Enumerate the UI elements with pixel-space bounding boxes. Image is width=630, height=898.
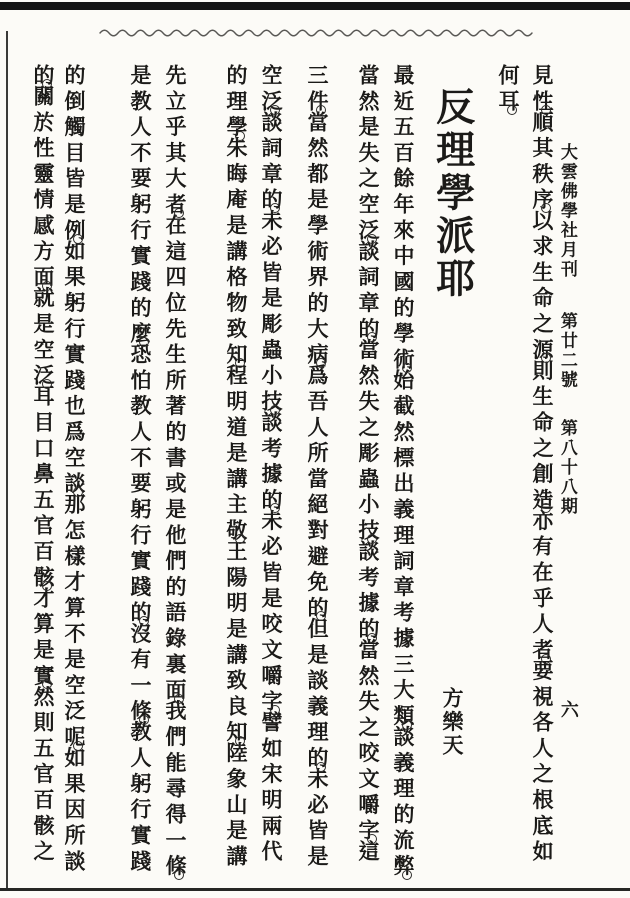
body-column-8: 的倒觸目皆是例 如果躬行實踐也爲空談 那怎樣才算不是空泛呢 如果因所談 (62, 64, 88, 876)
masthead-volume-number: 第八十八期 (556, 419, 577, 517)
scan-left-border (6, 31, 8, 889)
preceding-text-column-2: 何耳 (496, 64, 522, 116)
body-column-5: 的理學 朱晦庵是講格物致知 程明道是講主敬 王陽明是講致良知 陸象山是講 (224, 64, 250, 871)
page-number: 六 (557, 700, 579, 718)
body-column-6: 先立乎其大者 在這四位先生所著的書或是他們的語錄裏面 我們能尋得一條 (163, 64, 189, 881)
body-column-4: 空泛 談詞章的 未必皆是彫蟲小技 談考據的 未必皆是咬文嚼字 譬如宋明兩代 (259, 64, 285, 867)
scan-bottom-border (0, 888, 630, 891)
article-title: 反理學派耶 (429, 86, 476, 301)
body-column-7: 是教人不要躬行實踐的麼 恐怕教人不要躬行實踐的 沒有一條 教人躬行實踐 (128, 64, 154, 876)
masthead-journal-title: 大雲佛學社月刊 (556, 143, 577, 280)
scan-top-bar (0, 2, 630, 10)
body-column-2: 當然是失之空泛 談詞章的 當然失之彫蟲小技 談考據的 當然失之咬文嚼字 這 (356, 64, 382, 867)
article-author: 方樂天 (440, 687, 466, 758)
body-column-3: 三件 當然都是學術界的大病 爲吾人所當絕對避免的 但是談義理的 未必皆是 (305, 64, 331, 871)
decorative-squiggle (99, 25, 535, 39)
body-column-1: 最近五百餘年來中國的學術 始截然標出義理詞章考據三大類 談義理的流弊 (391, 64, 417, 881)
preceding-text-column-1: 見性 順其秩序 以求生命之源 則生命之創造 亦有在乎人者 要視各人之根底如 (530, 64, 556, 867)
masthead-issue-number: 第廿二號 (556, 312, 577, 390)
body-column-9: 的 關於性靈情感方面 就是空泛 耳目口鼻五官百骸 才算是實 然則五官百骸之 (31, 64, 57, 867)
